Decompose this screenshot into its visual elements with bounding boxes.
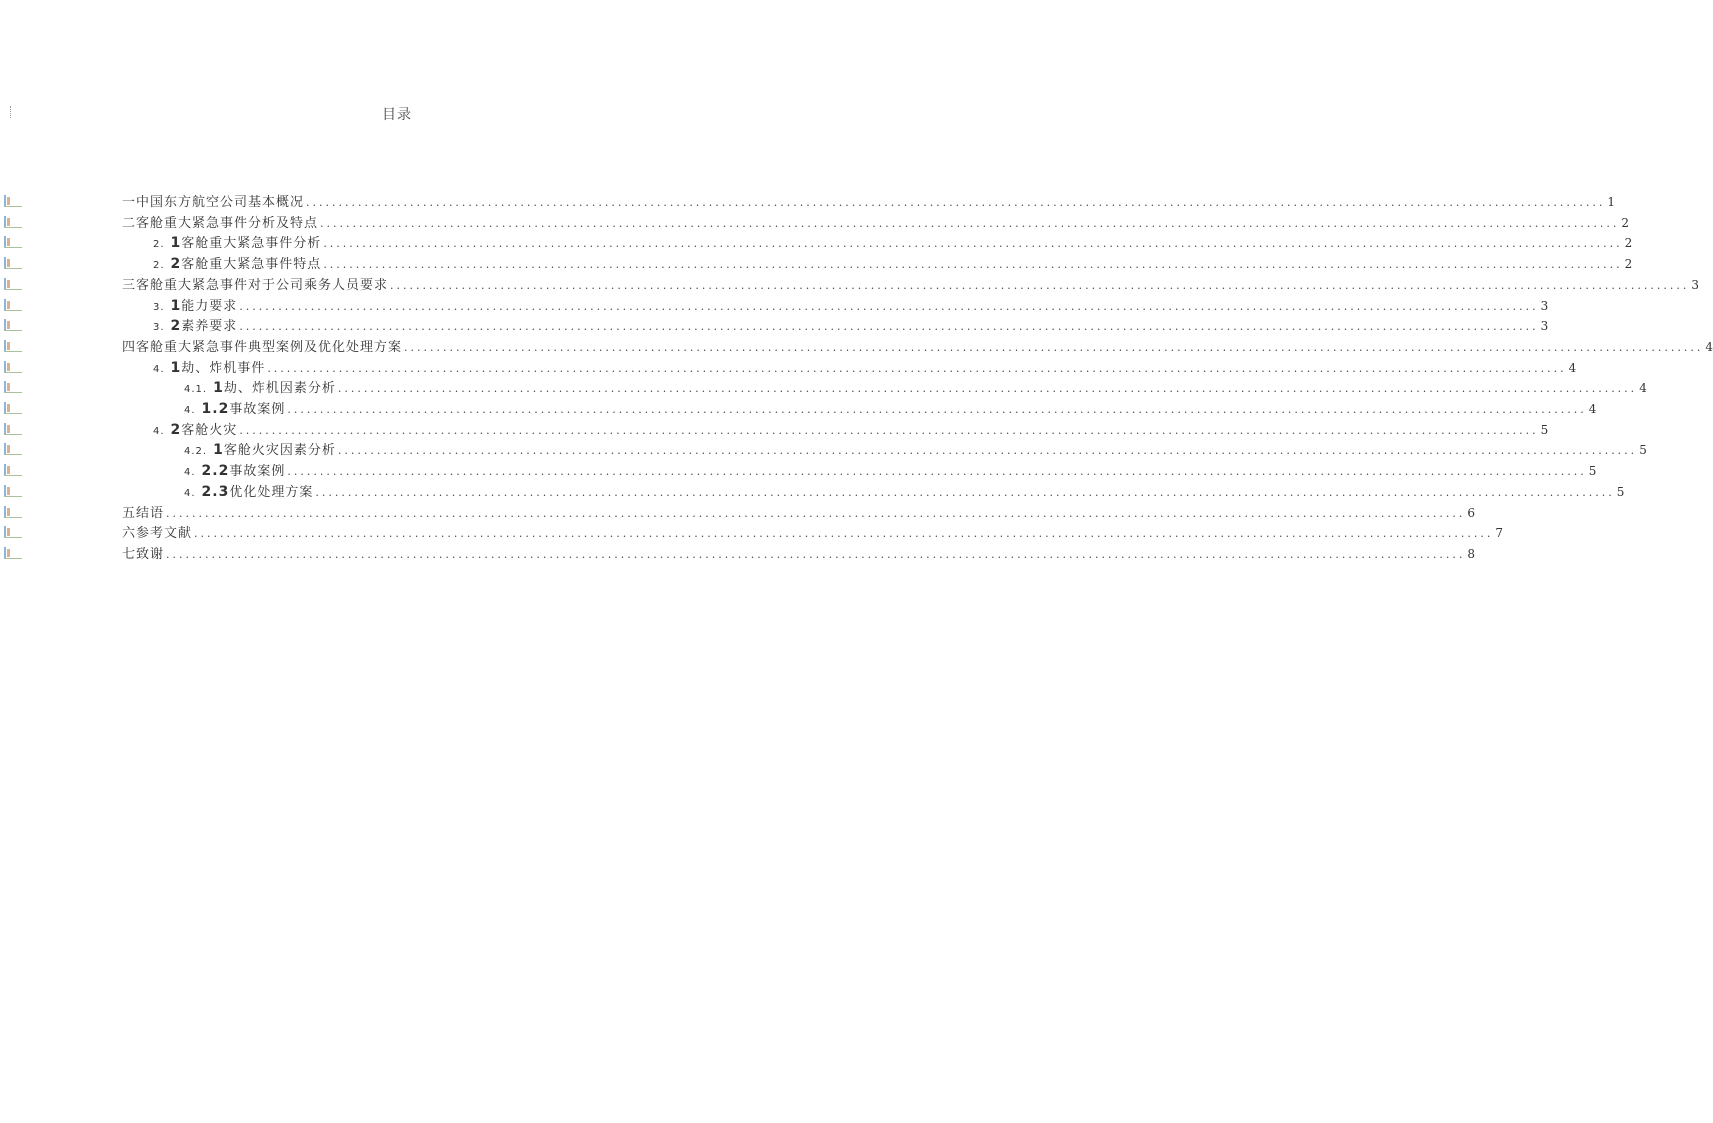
toc-section-number-main: 2	[170, 421, 182, 438]
toc-dot-leader: ........................................................................................................................................................................................................	[320, 216, 1620, 230]
toc-page-number: 2	[1624, 236, 1633, 251]
toc-dot-leader: ........................................................................................................................................................................................................	[337, 382, 1638, 396]
toc-page-number: 3	[1540, 319, 1549, 334]
toc-entry-title: 六参考文献	[122, 526, 193, 542]
toc-entry-line	[184, 378, 1647, 399]
bookmark-marker-icon	[4, 340, 22, 352]
bookmark-marker-icon	[4, 195, 22, 207]
toc-entry[interactable]	[0, 296, 1549, 317]
toc-dot-leader: ........................................................................................................................................................................................................	[337, 444, 1638, 458]
toc-entry-line	[153, 316, 1549, 337]
toc-section-number-main: 1	[170, 297, 182, 314]
toc-page-number: 1	[1607, 195, 1615, 209]
toc-dot-leader: ........................................................................................................................................................................................................	[267, 361, 1567, 375]
toc-page-number: 4	[1588, 402, 1597, 416]
toc-section-number-main: 2	[170, 318, 182, 335]
toc-page-number: 7	[1495, 526, 1503, 541]
toc-entry[interactable]	[0, 420, 1549, 441]
bookmark-marker-icon	[4, 423, 22, 435]
toc-entry-line	[184, 399, 1597, 420]
toc-section-number: 4.2.	[184, 446, 208, 458]
toc-page-number: 2	[1621, 215, 1629, 230]
toc-page-number: 5	[1540, 422, 1549, 437]
toc-entry[interactable]	[0, 213, 1629, 234]
bookmark-marker-icon	[4, 485, 22, 497]
toc-entry[interactable]	[0, 254, 1633, 275]
toc-section-number-main: 2.3	[201, 483, 230, 500]
toc-entry-title: 四客舱重大紧急事件典型案例及优化处理方案	[122, 339, 403, 355]
toc-dot-leader: ........................................................................................................................................................................................................	[404, 340, 1704, 354]
bookmark-marker-icon	[4, 319, 22, 331]
toc-page-number: 8	[1467, 546, 1475, 561]
toc-section-number: 4.1.	[184, 384, 208, 396]
toc-entry[interactable]	[0, 399, 1597, 420]
toc-page-number: 5	[1616, 484, 1625, 499]
toc-entry[interactable]	[0, 482, 1625, 503]
toc-entry-line	[122, 337, 1713, 358]
toc-entry[interactable]	[0, 192, 1615, 213]
bookmark-marker-icon	[4, 381, 22, 393]
toc-dot-leader: ........................................................................................................................................................................................................	[390, 278, 1690, 292]
bookmark-marker-icon	[4, 443, 22, 455]
toc-section-number-main: 1	[213, 442, 224, 459]
toc-section-number-main: 2	[170, 256, 182, 273]
toc-dot-leader: ........................................................................................................................................................................................................	[166, 506, 1466, 520]
toc-section-number-main: 1	[170, 359, 182, 376]
toc-section-number: 4.	[153, 363, 165, 375]
toc-dot-leader: ........................................................................................................................................................................................................	[287, 403, 1587, 416]
toc-section-number: 4.	[153, 425, 165, 437]
toc-entry-line	[184, 440, 1647, 461]
toc-entry-title: 一中国东方航空公司基本概况	[122, 195, 305, 210]
toc-entry-title: 三客舱重大紧急事件对于公司乘务人员要求	[122, 277, 389, 293]
toc-entry-title: 七致谢	[122, 546, 165, 562]
toc-entry[interactable]	[0, 440, 1647, 461]
toc-section-number: 4.	[184, 487, 196, 499]
toc-entry-title: 劫、炸机事件	[181, 360, 266, 376]
toc-entry[interactable]	[0, 544, 1475, 565]
toc-page-number: 5	[1588, 464, 1597, 479]
toc-entry[interactable]	[0, 358, 1577, 379]
toc-page-number: 3	[1691, 277, 1699, 292]
toc-page-number: 4	[1639, 381, 1647, 396]
toc-page-number: 6	[1467, 505, 1475, 520]
toc-entry[interactable]	[0, 523, 1503, 544]
bookmark-marker-icon	[4, 236, 22, 248]
toc-section-number: 4.	[184, 467, 196, 479]
toc-dot-leader: ........................................................................................................................................................................................................	[306, 196, 1606, 209]
toc-entry-title: 劫、炸机因素分析	[223, 381, 336, 397]
toc-entry-title: 客舱火灾因素分析	[223, 443, 336, 459]
toc-entry-title: 客舱重大紧急事件特点	[181, 257, 322, 273]
toc-entry[interactable]	[0, 337, 1713, 358]
toc-entry-title: 事故案例	[229, 464, 286, 480]
toc-page-number: 5	[1639, 443, 1647, 458]
bookmark-marker-icon	[4, 547, 22, 559]
toc-entry-line	[184, 482, 1625, 503]
toc-dot-leader: ........................................................................................................................................................................................................	[194, 527, 1494, 541]
toc-entry-line	[122, 503, 1475, 524]
toc-entry-line	[184, 461, 1597, 482]
toc-section-number-main: 1.2	[201, 401, 230, 417]
toc-section-number: 4.	[184, 405, 196, 416]
toc-entry-line	[153, 296, 1549, 317]
bookmark-marker-icon	[4, 278, 22, 290]
toc-entry-line	[122, 523, 1503, 544]
toc-entry-title: 客舱重大紧急事件分析	[181, 236, 322, 252]
toc-entry-title: 能力要求	[181, 298, 238, 314]
toc-entry[interactable]	[0, 378, 1647, 399]
toc-section-number-main: 1	[170, 235, 182, 252]
toc-dot-leader: ........................................................................................................................................................................................................	[323, 258, 1623, 272]
toc-entry-line	[153, 254, 1633, 275]
toc-dot-leader: ........................................................................................................................................................................................................	[323, 237, 1623, 251]
bookmark-marker-icon	[4, 257, 22, 269]
toc-dot-leader: ........................................................................................................................................................................................................	[239, 320, 1539, 334]
toc-dot-leader: ........................................................................................................................................................................................................	[166, 547, 1466, 561]
bookmark-marker-icon	[4, 464, 22, 476]
toc-entry-line	[122, 213, 1629, 234]
toc-section-number: 2.	[153, 260, 165, 272]
toc-section-number: 3.	[153, 322, 165, 334]
toc-entry-line	[122, 192, 1615, 213]
bookmark-marker-icon	[4, 361, 22, 373]
toc-entry[interactable]	[0, 275, 1699, 296]
toc-page-number: 4	[1568, 360, 1577, 375]
bookmark-marker-icon	[4, 506, 22, 518]
toc-entry-line	[122, 275, 1699, 296]
toc-entry-line	[153, 233, 1633, 254]
toc-page-number: 2	[1624, 257, 1633, 272]
bookmark-marker-icon	[4, 216, 22, 228]
toc-section-number: 2.	[153, 239, 165, 251]
toc-entry-title: 五结语	[122, 505, 165, 521]
toc-entry-title: 二客舱重大紧急事件分析及特点	[122, 215, 319, 231]
toc-page-number: 4	[1705, 339, 1713, 354]
toc-entry-line	[153, 420, 1549, 441]
toc-dot-leader: ........................................................................................................................................................................................................	[239, 299, 1539, 313]
toc-dot-leader: ........................................................................................................................................................................................................	[239, 423, 1539, 437]
toc-entry-title: 客舱火灾	[181, 422, 238, 438]
toc-entry-title: 优化处理方案	[229, 484, 314, 500]
toc-entry-title: 素养要求	[181, 319, 238, 335]
toc-entry[interactable]	[0, 233, 1633, 254]
bookmark-marker-icon	[4, 402, 22, 414]
toc-section-number: 3.	[153, 301, 165, 313]
toc-section-number-main: 2.2	[201, 463, 230, 480]
page-title: 目录	[382, 107, 412, 123]
toc-entry[interactable]	[0, 461, 1597, 482]
toc-page-number: 3	[1540, 298, 1549, 313]
toc-entry-line	[153, 358, 1577, 379]
bookmark-marker-icon	[4, 526, 22, 538]
toc-dot-leader: ........................................................................................................................................................................................................	[315, 485, 1615, 499]
toc-entry[interactable]	[0, 316, 1549, 337]
bookmark-marker-icon	[4, 299, 22, 311]
toc-dot-leader: ........................................................................................................................................................................................................	[287, 465, 1587, 479]
toc-entry-title: 事故案例	[229, 402, 286, 417]
toc-section-number-main: 1	[213, 380, 224, 397]
toc-entry-line	[122, 544, 1475, 565]
toc-entry[interactable]	[0, 503, 1475, 524]
